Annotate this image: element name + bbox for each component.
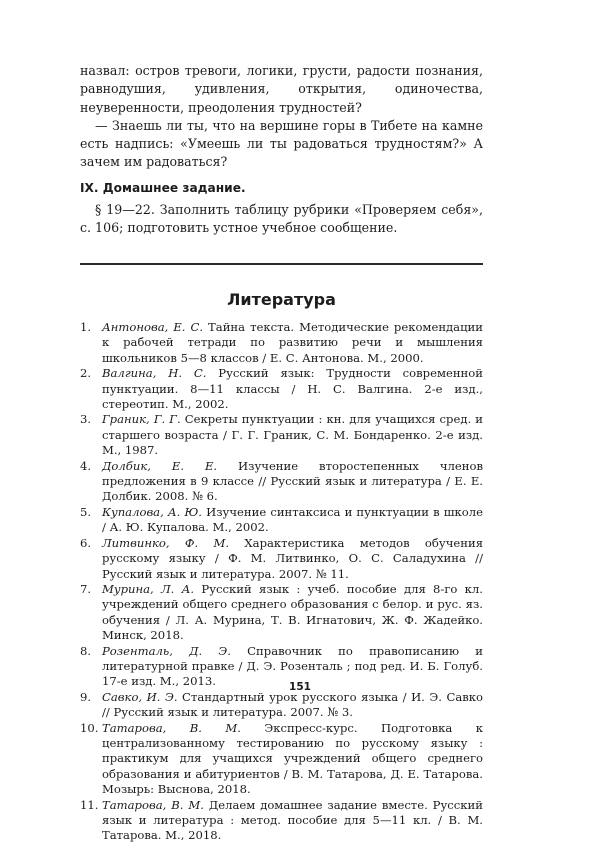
- bibliography-item-text: Характеристика методов обучения русскому языку / Ф. М. Литвинко, О. С. Саладухина // Русский язык и литература. 2007. № 11.: [102, 535, 484, 581]
- bibliography-item-number: 10.: [80, 720, 99, 735]
- bibliography-item-text: Изучение второстепенных членов предложения в 9 классе // Русский язык и литература / Е. Е. Долбик. 2008. № 6.: [102, 458, 483, 504]
- bibliography-item-body: [102, 366, 483, 412]
- bibliography-item: [80, 320, 483, 366]
- bibliography-item-text: Изучение синтаксиса и пунктуации в школе / А. Ю. Купалова. М., 2002.: [102, 504, 483, 535]
- bibliography-item: [80, 582, 483, 644]
- bibliography-item-body: [102, 582, 483, 644]
- bibliography-item-number: 3.: [80, 412, 92, 427]
- bibliography-item-number: 6.: [80, 535, 92, 550]
- bibliography-item-body: [102, 721, 483, 798]
- bibliography-item: [80, 690, 483, 721]
- bibliography-item-text: Секреты пунктуации : кн. для учащихся сред. и старшего возраста / Г. Г. Граник, С. М. Бондаренко. 2-е изд. М., 1987.: [102, 412, 483, 458]
- bibliography-item: [80, 459, 483, 505]
- bibliography-item-body: [102, 459, 483, 505]
- bibliography-item-body: [102, 690, 483, 721]
- bibliography-item-text: Русский язык : учеб. пособие для 8-го кл. учреждений общего среднего образования с белор. и рус. яз. обучения / Л. А. Мурина, Т. В. Игнатович, Ж. Ф. Жадейко. Минск, 2018.: [102, 581, 483, 643]
- bibliography-item-number: 4.: [80, 458, 92, 473]
- bibliography-item-number: 7.: [80, 581, 92, 596]
- bibliography-item: [80, 798, 483, 844]
- bibliography-item-author: Валгина, Н. С.: [102, 366, 207, 381]
- homework-text: § 19—22. Заполнить таблицу рубрики «Проверяем себя», с. 106; подготовить устное учебное сообщение.: [80, 202, 483, 236]
- literature-title: Литература: [227, 290, 336, 309]
- bibliography-item-text: Делаем домашнее задание вместе. Русский язык и литература : метод. пособие для 5—11 кл. / В. М. Татарова. М., 2018.: [102, 797, 483, 843]
- bibliography-item-body: [102, 798, 483, 844]
- bibliography-item-number: 2.: [80, 366, 92, 381]
- bibliography-item-author: Долбик, Е. Е.: [102, 458, 218, 473]
- bibliography-item: [80, 412, 483, 458]
- bibliography-item-number: 9.: [80, 689, 92, 704]
- bibliography-item: [80, 721, 483, 798]
- bibliography-item: [80, 366, 483, 412]
- bibliography-item-text: Тайна текста. Методические рекомендации к рабочей тетради по развитию речи и мышления школьников 5—8 классов / Е. С. Антонова. М., 2000.: [102, 320, 484, 365]
- bibliography-item-body: [102, 505, 483, 536]
- paragraph-islands: назвал: остров тревоги, логики, грусти, радости познания, равнодушия, удивления, открытия, одиночества, неуверенности, преодоления трудностей?: [80, 63, 483, 115]
- bibliography-item-author: Литвинко, Ф. М.: [102, 535, 230, 550]
- bibliography-item-body: [102, 320, 483, 366]
- bibliography-item-text: Стандартный урок русского языка / И. Э. Савко // Русский язык и литература. 2007. № 3.: [102, 689, 484, 720]
- bibliography-item-number: 1.: [80, 320, 92, 334]
- section-divider: [80, 263, 483, 265]
- bibliography-item-author: Купалова, А. Ю.: [102, 504, 202, 519]
- bibliography-item-author: Граник, Г. Г.: [102, 412, 181, 427]
- bibliography-item-body: [102, 536, 483, 582]
- bibliography-item-text: Справочник по правописанию и литературной правке / Д. Э. Розенталь ; под ред. И. Б. Голуб. 17-е изд. М., 2013.: [102, 643, 483, 689]
- homework-heading: IX. Домашнее задание.: [80, 180, 246, 195]
- bibliography-item-number: 5.: [80, 504, 92, 519]
- bibliography-list: [80, 320, 483, 844]
- bibliography-item-text: Экспресс-курс. Подготовка к централизованному тестированию по русскому языку : практикум для учащихся учреждений общего среднего образования и абитуриентов / В. М. Татарова, Д. Е. Татарова. Мозырь: Выснова, 2018.: [102, 720, 484, 797]
- lesson-text: [80, 62, 483, 238]
- paragraph-tibet-question: — Знаешь ли ты, что на вершине горы в Тибете на камне есть надпись: «Умеешь ли ты радоваться трудностям?» А зачем им радоваться?: [80, 117, 483, 170]
- bibliography-item-author: Розенталь, Д. Э.: [102, 643, 231, 658]
- bibliography-item: [80, 536, 483, 582]
- bibliography-item-number: 11.: [80, 797, 99, 812]
- bibliography-item-number: 8.: [80, 643, 92, 658]
- bibliography-item-text: Русский язык: Трудности современной пунктуации. 8—11 классы / Н. С. Валгина. 2-е изд., стереотип. М., 2002.: [102, 366, 483, 412]
- bibliography-item-author: Антонова, Е. С.: [102, 320, 204, 334]
- bibliography-item-author: Татарова, В. М.: [102, 720, 241, 735]
- page-number: 151: [289, 681, 311, 693]
- bibliography-item-author: Татарова, В. М.: [102, 797, 204, 812]
- bibliography-item-body: [102, 412, 483, 458]
- bibliography-item: [80, 505, 483, 536]
- bibliography-item-author: Савко, И. Э.: [102, 689, 178, 704]
- bibliography-item-author: Мурина, Л. А.: [102, 581, 195, 596]
